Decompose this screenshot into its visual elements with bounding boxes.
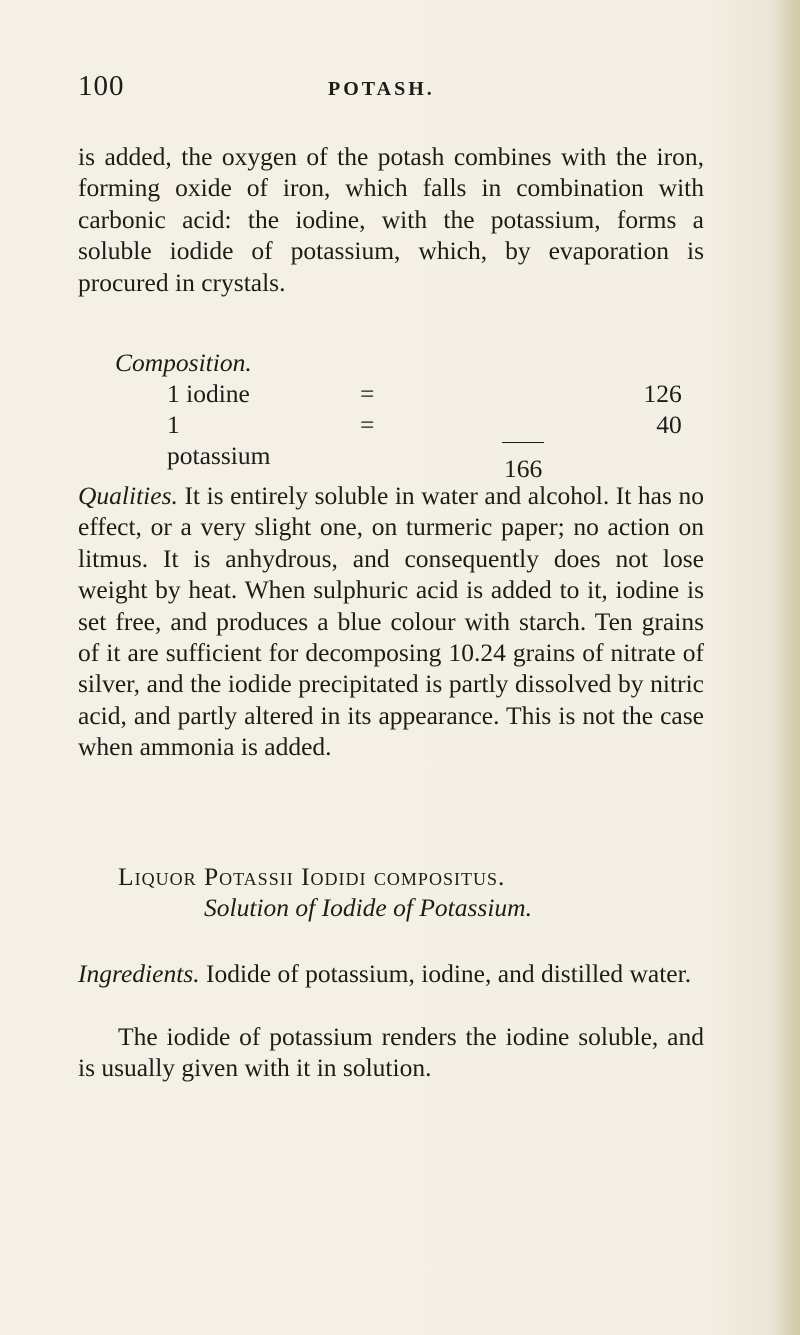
paragraph-ingredients xyxy=(78,958,704,989)
composition-equals: = xyxy=(360,410,375,439)
paragraph-text xyxy=(78,958,704,989)
page-edge-shadow xyxy=(774,0,800,1335)
composition-value: 126 xyxy=(643,379,682,408)
ingredients-text: Iodide of potassium, iodine, and distilled water. xyxy=(199,959,692,988)
composition-total: 166 xyxy=(504,454,543,483)
page-header xyxy=(78,70,698,106)
running-head: POTASH. xyxy=(328,78,435,100)
ingredients-label: Ingredients. xyxy=(78,959,200,988)
composition-value: 40 xyxy=(656,410,682,439)
paragraph-text: is added, the oxygen of the potash combines with the iron, forming oxide of iron, which falls in combination with carbonic acid: the iodine, with the potassium, forms a soluble iodide of potassium, which, by evaporation is procured in crystals. xyxy=(78,142,704,297)
sum-rule xyxy=(502,442,544,443)
qualities-label: Qualities. xyxy=(78,481,178,510)
paragraph-text xyxy=(78,480,704,763)
qualities-text: It is entirely soluble in water and alcohol. It has no effect, or a very slight one, on turmeric paper; no action on litmus. It is anhydrous, and consequently does not lose weight by heat. When sulphuric acid is added to it, iodine is set free, and produces a blue colour with starch. Ten grains of it are sufficient for decomposing 10.24 grains of nitrate of silver, and the iodide precipitated is partly dissolved by nitric acid, and partly altered in its appearance. This is not the case when ammonia is added. xyxy=(78,481,704,762)
paragraph-text: The iodide of potassium renders the iodine soluble, and is usually given with it in solution. xyxy=(78,1022,704,1083)
composition-table xyxy=(115,347,682,483)
paragraph-qualities xyxy=(78,480,704,763)
section-title: Liquor Potassii Iodidi compositus. xyxy=(118,862,506,891)
composition-name: 1 iodine xyxy=(167,379,250,408)
section-subtitle: Solution of Iodide of Potassium. xyxy=(204,893,532,922)
paragraph-solution xyxy=(78,1021,704,1084)
composition-row xyxy=(118,378,682,409)
page-number: 100 xyxy=(78,70,125,102)
paragraph-oxide-of-iron xyxy=(78,141,704,298)
composition-title: Composition. xyxy=(115,348,252,377)
composition-equals: = xyxy=(360,379,375,408)
composition-name: 1 potassium xyxy=(167,410,271,470)
